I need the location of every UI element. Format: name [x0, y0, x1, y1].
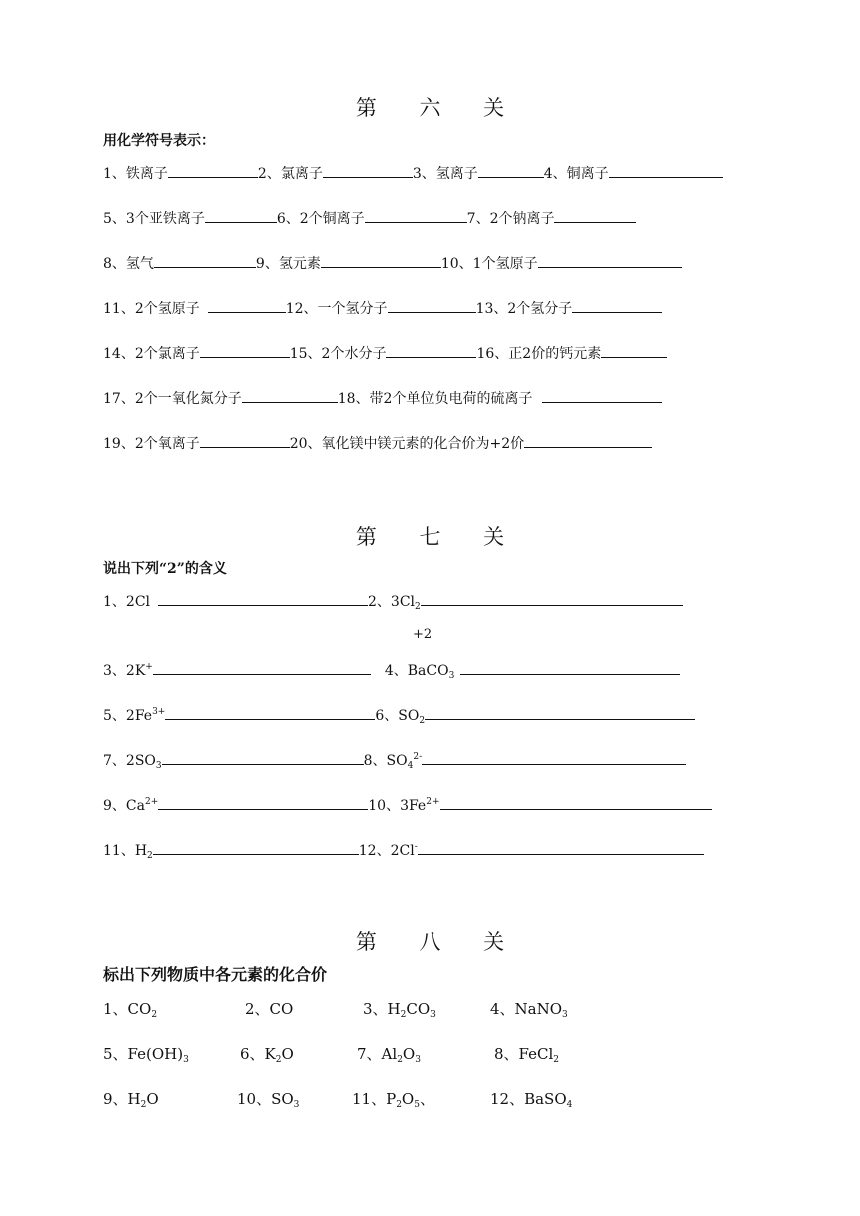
question-row [103, 434, 652, 453]
answer-blank[interactable] [205, 209, 277, 223]
answer-blank[interactable] [425, 706, 695, 720]
section-7-title: 第 七 关 [355, 525, 523, 549]
formula-item: 12、BaSO$_4$ [490, 1090, 573, 1110]
section-8-instruction: 标出下列物质中各元素的化合价 [103, 965, 328, 984]
question-label: 6、2个铜离子 [276, 211, 365, 227]
question-label: 5、2Fe [103, 708, 153, 724]
answer-blank[interactable] [242, 389, 338, 403]
answer-blank[interactable] [422, 751, 686, 765]
question-label: 7、2SO [103, 753, 156, 769]
question-label: 11、2个氢原子 [103, 301, 200, 317]
question-label: 10、1个氢原子 [440, 256, 538, 272]
formula-item: 4、NaNO$_3$ [490, 1000, 568, 1020]
question-label: 1、铁离子 [103, 166, 168, 182]
question-label: 3、氢离子 [412, 166, 478, 182]
answer-blank[interactable] [200, 344, 290, 358]
question-label: 4、铜离子 [543, 166, 609, 182]
formula-item: 7、$Al_2O_3$ [357, 1045, 421, 1065]
formula-item: 3、$H_2CO_3$ [363, 1000, 436, 1020]
answer-blank[interactable] [386, 344, 476, 358]
answer-blank[interactable] [321, 254, 441, 268]
answer-blank[interactable] [153, 841, 359, 855]
valence-mark: +2 [413, 627, 433, 642]
question-label: 6、SO [375, 708, 420, 724]
question-row [103, 209, 636, 228]
question-label: 4、BaCO [384, 663, 449, 679]
answer-blank[interactable] [158, 592, 368, 606]
answer-blank[interactable] [524, 434, 652, 448]
section-7-instruction: 说出下列“2”的含义 [103, 561, 227, 577]
question-label: 15、2个水分子 [289, 346, 387, 362]
answer-blank[interactable] [208, 299, 286, 313]
answer-blank[interactable] [168, 164, 258, 178]
superscript: + [145, 662, 153, 672]
question-label: 12、2Cl [358, 843, 415, 859]
question-row [103, 164, 723, 183]
question-label: 10、3Fe [368, 798, 427, 814]
question-label: 2、3Cl [368, 594, 416, 610]
question-label: 9、Ca [103, 798, 145, 814]
question-label: 7、2个钠离子 [466, 211, 555, 227]
answer-blank[interactable] [158, 796, 368, 810]
subscript: 3 [448, 671, 455, 681]
answer-blank[interactable] [418, 841, 704, 855]
answer-blank[interactable] [165, 706, 375, 720]
question-label: 9、氢元素 [255, 256, 321, 272]
section-8-title: 第 八 关 [355, 930, 523, 954]
answer-blank[interactable] [200, 434, 290, 448]
formula-item: 5、$Fe(OH)_3$ [103, 1045, 189, 1065]
superscript: - [414, 842, 418, 852]
subscript: 4 [407, 761, 414, 771]
question-label: 18、带2个单位负电荷的硫离子 [337, 391, 533, 407]
section-6-title: 第 六 关 [355, 96, 523, 120]
answer-blank[interactable] [538, 254, 682, 268]
answer-blank[interactable] [421, 592, 683, 606]
answer-blank[interactable] [153, 661, 371, 675]
superscript: 3+ [152, 707, 166, 717]
answer-blank[interactable] [388, 299, 476, 313]
question-label: 1、2Cl [103, 594, 151, 610]
question-label: 2、氯离子 [257, 166, 323, 182]
subscript: 2 [419, 716, 426, 726]
formula-item: 10、$SO_3$ [237, 1090, 300, 1110]
question-row [103, 706, 695, 725]
superscript: 2+ [426, 797, 440, 807]
answer-blank[interactable] [572, 299, 662, 313]
question-label: 12、一个氢分子 [285, 301, 388, 317]
question-label: 16、正2价的钙元素 [476, 346, 602, 362]
question-label: 8、SO [363, 753, 408, 769]
answer-blank[interactable] [554, 209, 636, 223]
formula-item: 1、$CO_2$ [103, 1000, 158, 1020]
question-row [103, 661, 680, 680]
superscript: 2+ [144, 797, 159, 807]
answer-blank[interactable] [162, 751, 364, 765]
question-row [103, 299, 662, 318]
formula-item: 2、CO [245, 1000, 294, 1018]
answer-blank[interactable] [460, 661, 680, 675]
question-row [103, 592, 683, 611]
question-row [103, 751, 686, 770]
question-row [103, 389, 662, 408]
answer-blank[interactable] [478, 164, 544, 178]
answer-blank[interactable] [365, 209, 467, 223]
question-label: 3、2K [103, 663, 146, 679]
question-label: 17、2个一氧化氮分子 [103, 391, 242, 407]
answer-blank[interactable] [601, 344, 667, 358]
answer-blank[interactable] [542, 389, 662, 403]
question-label: 14、2个氯离子 [103, 346, 200, 362]
superscript: 2- [413, 752, 423, 762]
formula-item: 11、$P_2O_5$、 [352, 1090, 435, 1110]
question-row [103, 344, 667, 363]
formula-item: 8、FeCl$_2$ [494, 1045, 560, 1065]
question-label: 20、氧化镁中镁元素的化合价为+2价 [289, 436, 525, 452]
question-row [103, 254, 682, 273]
subscript: 3 [155, 761, 162, 771]
question-label: 11、H [103, 843, 148, 859]
question-row [103, 841, 704, 860]
question-label: 8、氢气 [103, 256, 154, 272]
subscript: 2 [415, 602, 421, 612]
question-label: 5、3个亚铁离子 [103, 211, 205, 227]
question-label: 13、2个氢分子 [475, 301, 573, 317]
section-6-instruction: 用化学符号表示： [103, 133, 215, 149]
question-label: 19、2个氧离子 [103, 436, 200, 452]
formula-item: 6、$K_2O$ [240, 1045, 294, 1065]
subscript: 2 [147, 851, 153, 861]
answer-blank[interactable] [323, 164, 413, 178]
answer-blank[interactable] [440, 796, 712, 810]
question-row [103, 796, 712, 815]
formula-item: 9、$H_2O$ [103, 1090, 159, 1110]
answer-blank[interactable] [609, 164, 723, 178]
answer-blank[interactable] [154, 254, 256, 268]
